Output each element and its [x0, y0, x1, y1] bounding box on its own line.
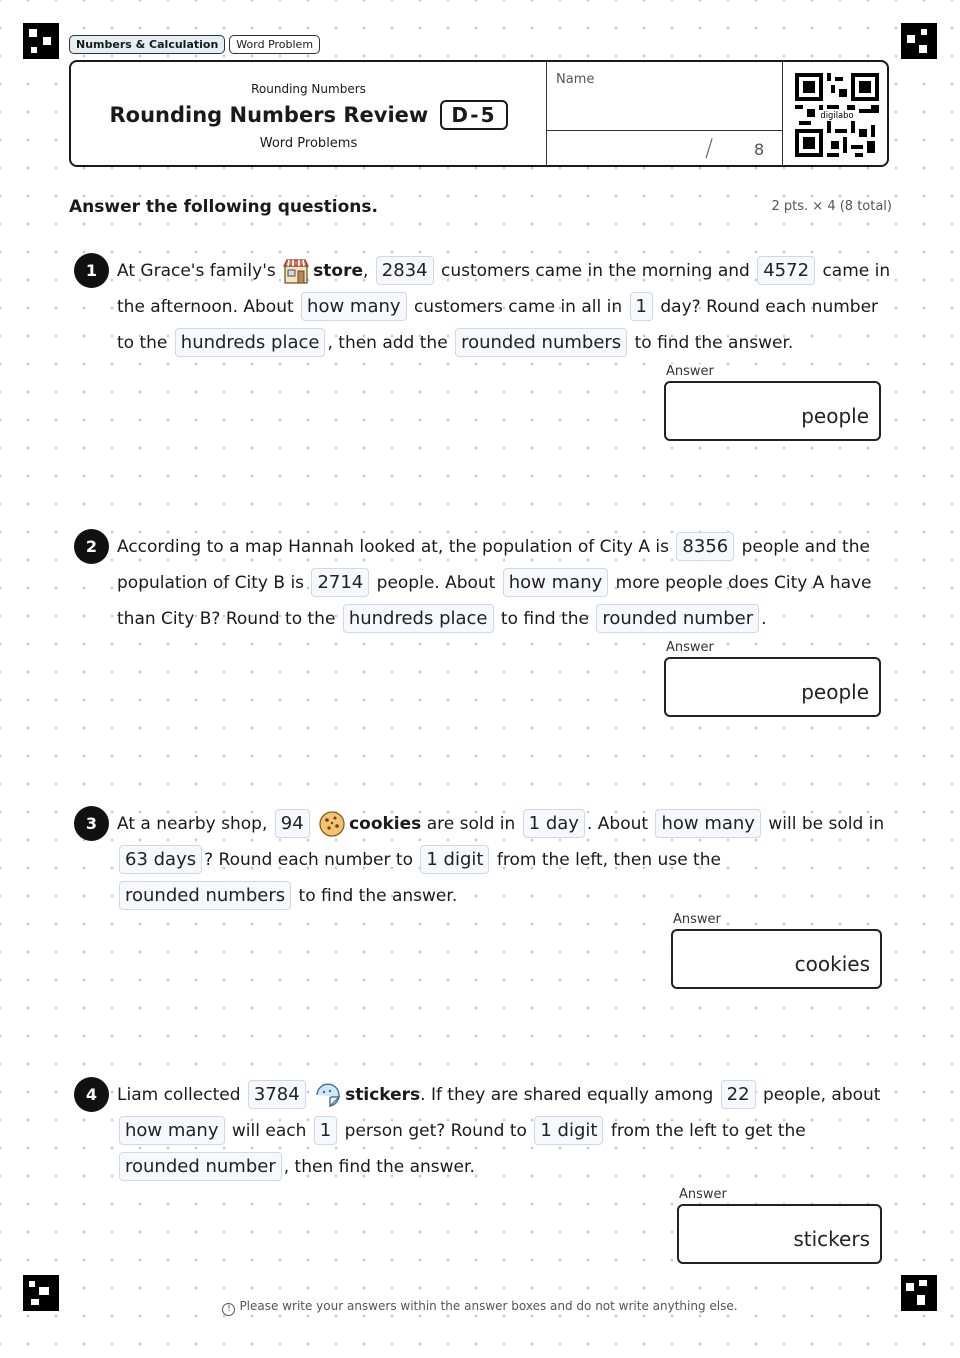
name-field[interactable]	[546, 62, 783, 131]
title-block	[71, 62, 546, 165]
worksheet-title-row	[71, 100, 546, 130]
answer-label-4: Answer	[679, 1187, 727, 1202]
cookie-icon	[317, 809, 347, 839]
worksheet-header	[69, 60, 889, 167]
answer-label-2: Answer	[666, 640, 714, 655]
value-box: hundreds place	[175, 328, 326, 357]
worksheet-title: Rounding Numbers Review	[109, 103, 429, 127]
value-box: 2714	[311, 568, 369, 597]
score-field[interactable]	[546, 130, 783, 167]
tag-numbers-calculation: Numbers & Calculation	[69, 35, 225, 54]
value-box: rounded number	[596, 604, 759, 633]
answer-unit-3: cookies	[794, 952, 870, 976]
score-slash: /	[705, 134, 714, 162]
value-box: 1 day	[523, 809, 585, 838]
value-box: 4572	[757, 256, 815, 285]
answer-box-3[interactable]	[671, 929, 882, 989]
answer-box-4[interactable]	[677, 1204, 882, 1264]
value-box: 94	[275, 809, 310, 838]
question-text-2: According to a map Hannah looked at, the population of City A is 8356 people and the population of City B is 2714 people. About how many more people does City A have than City B? Round to the hundreds place to find the rounded number .	[117, 529, 892, 637]
value-box: hundreds place	[343, 604, 494, 633]
answer-label-1: Answer	[666, 364, 714, 379]
qr-area	[782, 62, 890, 165]
value-box: 1 digit	[420, 845, 489, 874]
value-box: how many	[655, 809, 761, 838]
worksheet-subtitle-2: Word Problems	[259, 136, 358, 151]
qr-code-icon	[795, 73, 879, 157]
value-box: 1	[630, 292, 653, 321]
info-icon: !	[222, 1303, 235, 1316]
value-box: how many	[503, 568, 609, 597]
value-box: rounded number	[119, 1152, 282, 1181]
footer-note	[0, 1299, 960, 1316]
svg-text:digilabo: digilabo	[820, 110, 854, 121]
store-icon	[281, 256, 311, 286]
value-box: rounded numbers	[119, 881, 291, 910]
value-box: 22	[721, 1080, 756, 1109]
tag-word-problem: Word Problem	[229, 35, 320, 54]
value-box: 63 days	[119, 845, 202, 874]
value-box: rounded numbers	[455, 328, 627, 357]
value-box: 8356	[676, 532, 734, 561]
value-box: 1	[314, 1116, 337, 1145]
instruction-text: Answer the following questions.	[69, 197, 382, 217]
answer-unit-4: stickers	[793, 1227, 870, 1251]
sticker-icon	[313, 1080, 343, 1110]
footer-text: Please write your answers within the answer boxes and do not write anything else.	[239, 1299, 738, 1313]
answer-label-3: Answer	[673, 912, 721, 927]
value-box: 2834	[376, 256, 434, 285]
name-label: Name	[556, 72, 595, 87]
answer-box-1[interactable]	[664, 381, 881, 441]
corner-marker-top-left	[23, 23, 59, 59]
worksheet-subtitle: Rounding Numbers	[251, 82, 366, 96]
value-box: how many	[119, 1116, 225, 1145]
category-tags	[69, 35, 320, 54]
corner-marker-top-right	[901, 23, 937, 59]
question-text-1: At Grace's family's store, 2834 customers came in the morning and 4572 came in the afternoon. About how many customers came in all in 1 day? Round each number to the hundreds place , then add the rounded numbers to find the answer.	[117, 253, 892, 361]
question-number-3: 3	[74, 806, 109, 841]
question-text-3: At a nearby shop, 94 cookies are sold in 1 day . About how many will be sold in 63 days ? Round each number to 1 digit from the left, then use the rounded numbers to find the answer.	[117, 806, 892, 914]
answer-unit-1: people	[801, 404, 869, 428]
question-text-4: Liam collected 3784 stickers. If they are shared equally among 22 people, about how many will each 1 person get? Round to 1 digit from the left to get the rounded number , then find the answer.	[117, 1077, 892, 1185]
value-box: 1 digit	[534, 1116, 603, 1145]
score-total: 8	[754, 140, 765, 159]
question-number-1: 1	[74, 253, 109, 288]
points-info: 2 pts. × 4 (8 total)	[771, 199, 892, 214]
value-box: how many	[301, 292, 407, 321]
answer-box-2[interactable]	[664, 657, 881, 717]
question-number-2: 2	[74, 529, 109, 564]
worksheet-code: D-5	[440, 100, 507, 130]
question-number-4: 4	[74, 1077, 109, 1112]
value-box: 3784	[248, 1080, 306, 1109]
answer-unit-2: people	[801, 680, 869, 704]
